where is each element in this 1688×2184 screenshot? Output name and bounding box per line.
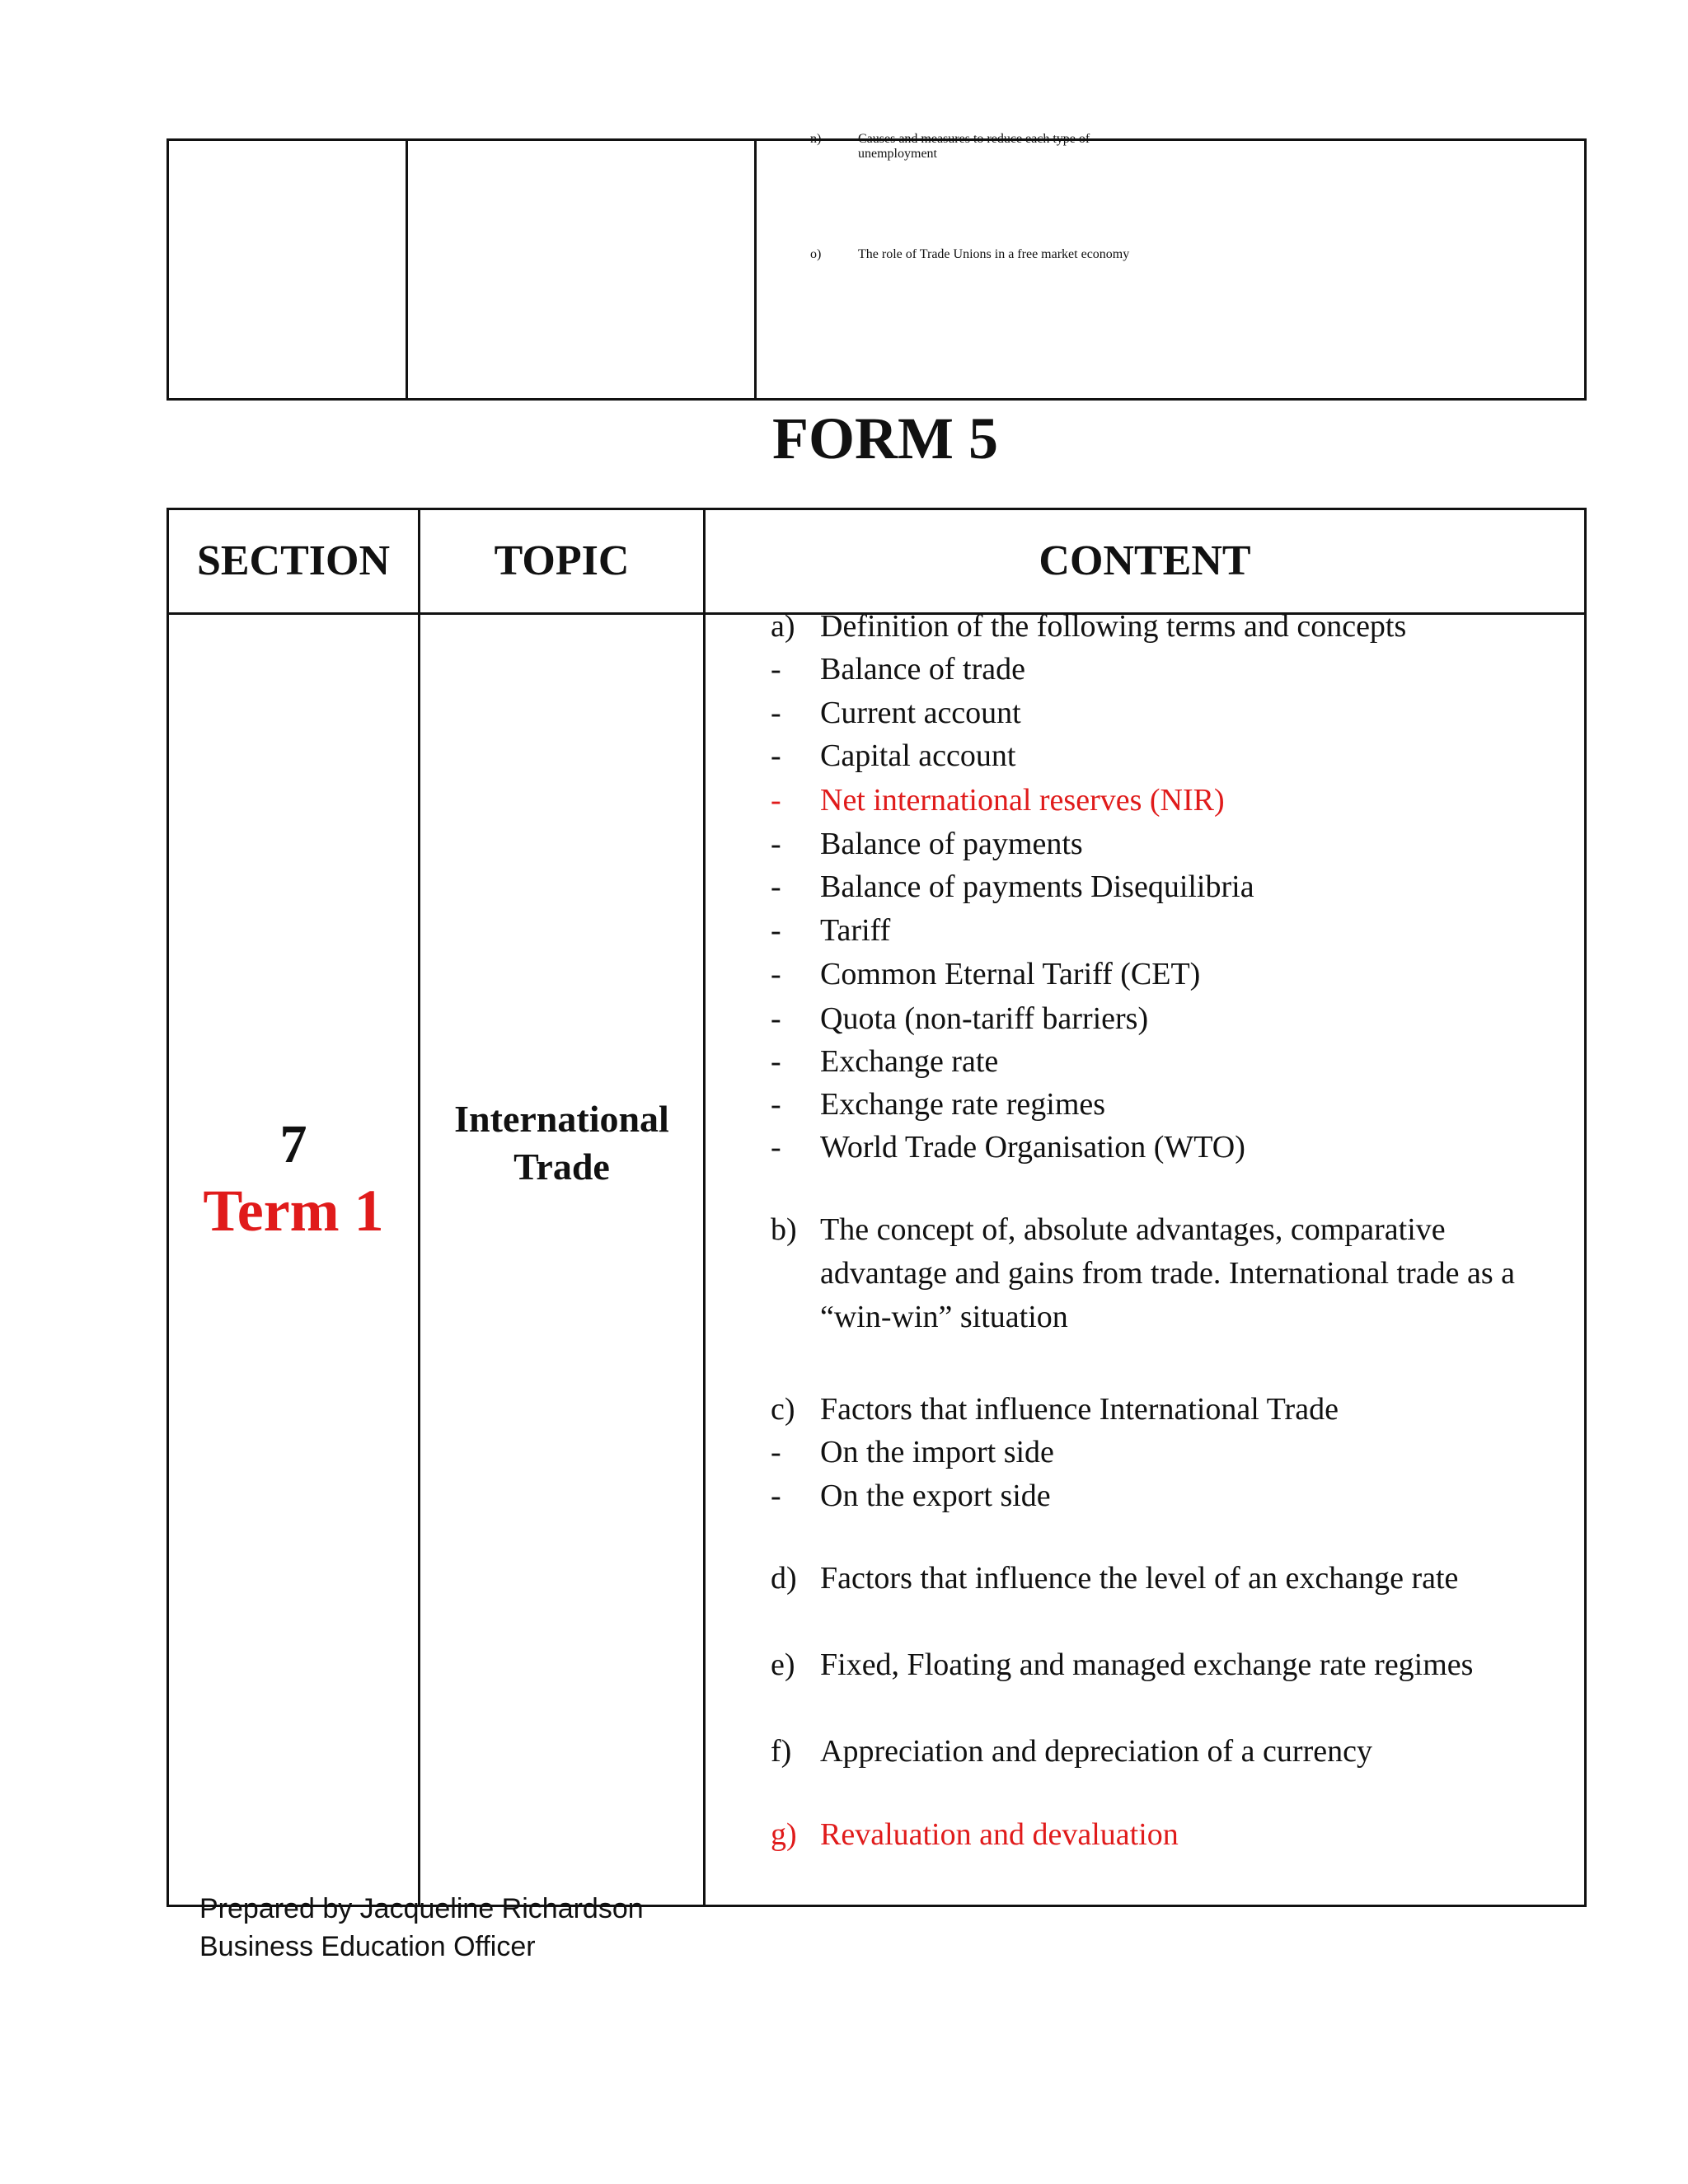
footer-title: Business Education Officer [199,1931,536,1962]
item-text: Fixed, Floating and managed exchange rate regimes [820,1647,1474,1682]
item-text: Net international reserves (NIR) [820,783,1225,818]
content-bullet-item [771,734,1015,778]
item-label: - [771,1435,781,1469]
item-label: - [771,738,781,773]
item-text: Common Eternal Tariff (CET) [820,957,1201,991]
column-divider [406,141,408,398]
item-text: Quota (non-tariff barriers) [820,1001,1149,1036]
content-item [771,1208,1515,1339]
content-bullet-item [771,1126,1245,1169]
content-item-o [810,247,1552,262]
item-text: Factors that influence International Trade [820,1392,1339,1427]
section-term: Term 1 [203,1178,384,1244]
content-bullet-item [771,691,1021,735]
content-item [771,1388,1339,1432]
item-label: g) [771,1817,797,1852]
item-label: - [771,1001,781,1036]
item-text-line: advantage and gains from trade. International trade as a [820,1256,1516,1291]
header-topic: TOPIC [494,537,630,584]
item-text: Balance of payments [820,827,1083,861]
header-section: SECTION [196,537,391,584]
item-label: - [771,913,781,948]
item-text: Exchange rate regimes [820,1087,1106,1122]
content-bullet-item [771,1040,998,1084]
column-divider [418,510,420,1905]
item-text: Revaluation and devaluation [820,1817,1179,1852]
item-label: o) [810,247,822,261]
item-label: - [771,1044,781,1079]
content-bullet-item [771,997,1148,1041]
item-label: - [771,827,781,861]
content-bullet-item [771,909,890,953]
form-title: FORM 5 [772,405,998,471]
content-bullet-item [771,648,1025,691]
item-text: Factors that influence the level of an exchange rate [820,1561,1459,1596]
content-item [771,1557,1458,1601]
item-label: c) [771,1392,795,1427]
item-text: Tariff [820,913,891,948]
content-bullet-item [771,1431,1054,1474]
item-text-line: unemployment [858,147,937,161]
content-bullet-item [771,1083,1105,1127]
content-bullet-item [771,953,1200,996]
content-bullet-item [771,1474,1051,1518]
content-bullet-item [771,823,1083,866]
content-bullet-item [771,779,1225,823]
item-label: b) [771,1212,797,1247]
item-text: Exchange rate [820,1044,999,1079]
content-item [771,1730,1372,1774]
item-label: d) [771,1561,797,1596]
item-text-line: “win-win” situation [820,1300,1068,1334]
header-content: CONTENT [1039,537,1251,584]
item-label: a) [771,609,795,644]
item-label: e) [771,1647,795,1682]
content-item [771,1813,1179,1857]
item-text: Current account [820,696,1021,730]
content-bullet-item [771,865,1254,909]
continued-table [166,138,1587,401]
item-label: f) [771,1734,792,1769]
content-item [771,1643,1473,1687]
topic-line: Trade [513,1146,610,1188]
item-text-line: Causes and measures to reduce each type of [858,132,1090,146]
topic-line: International [454,1098,669,1140]
section-number: 7 [279,1114,307,1174]
footer-author: Prepared by Jacqueline Richardson [199,1893,644,1924]
column-divider [703,510,706,1905]
topic-cell [420,1095,703,1191]
item-label: - [771,1087,781,1122]
content-item [771,605,1406,649]
item-text: On the import side [820,1435,1054,1469]
item-label: - [771,783,781,818]
item-text: Appreciation and depreciation of a currency [820,1734,1372,1769]
item-label: - [771,957,781,991]
item-text: World Trade Organisation (WTO) [820,1130,1245,1165]
item-text: Balance of payments Disequilibria [820,869,1254,904]
item-label: - [771,869,781,904]
item-text: Capital account [820,738,1016,773]
item-label: - [771,1130,781,1165]
column-divider [754,141,757,398]
item-label: - [771,696,781,730]
item-text-line: The concept of, absolute advantages, comparative [820,1212,1446,1247]
item-label: - [771,652,781,687]
item-text-line: The role of Trade Unions in a free market economy [858,247,1130,261]
item-label: n) [810,132,822,146]
content-item-n [810,132,1552,162]
item-text: On the export side [820,1479,1051,1513]
item-label: - [771,1479,781,1513]
item-text: Definition of the following terms and concepts [820,609,1407,644]
item-text: Balance of trade [820,652,1025,687]
